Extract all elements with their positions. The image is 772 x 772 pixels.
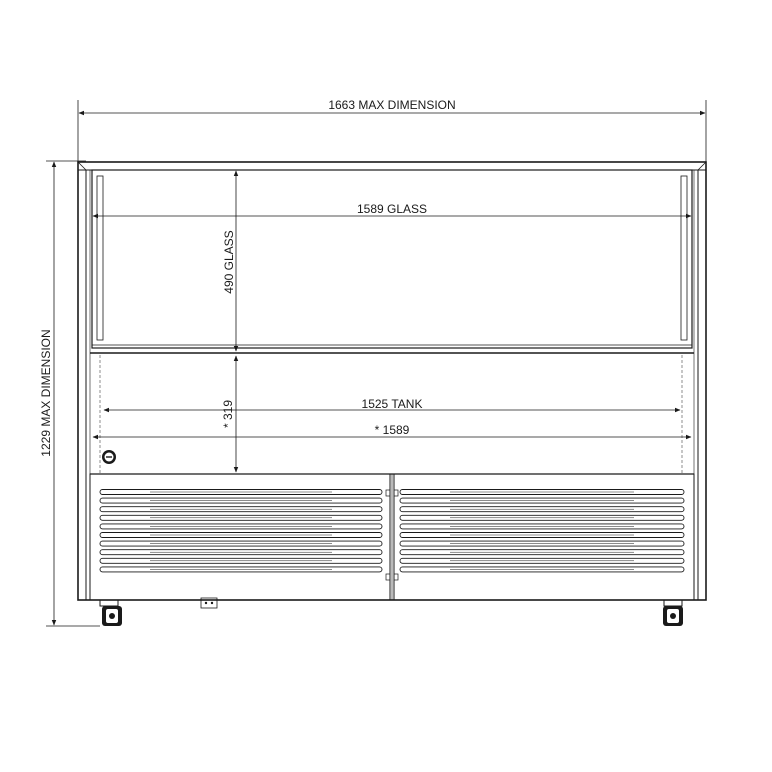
max-width-label: 1663 MAX DIMENSION	[328, 98, 456, 112]
right-glass-handle	[681, 176, 687, 340]
thermostat-knob-icon	[102, 450, 116, 464]
tank-height-dimension	[221, 356, 236, 472]
glass-width-label: 1589 GLASS	[356, 202, 428, 216]
tank-width-dimension	[104, 397, 680, 411]
glass-height-dimension	[222, 171, 236, 351]
left-glass-handle	[97, 176, 103, 340]
inner-width-dimension	[93, 423, 691, 437]
tank-section	[90, 355, 694, 474]
glass-panel	[90, 170, 694, 353]
lower-panels	[90, 474, 694, 600]
glass-width-dimension	[93, 202, 691, 216]
max-height-label: 1229 MAX DIMENSION	[39, 329, 53, 457]
inner-width-label: * 1589	[374, 423, 410, 437]
max-width-dimension	[78, 98, 706, 162]
tank-height-label: * 319	[221, 399, 235, 429]
tank-width-label: 1525 TANK	[361, 397, 423, 411]
right-castor-icon	[663, 600, 683, 626]
left-castor-icon	[100, 600, 122, 626]
max-height-dimension	[39, 161, 100, 626]
glass-height-label: 490 GLASS	[222, 230, 236, 294]
